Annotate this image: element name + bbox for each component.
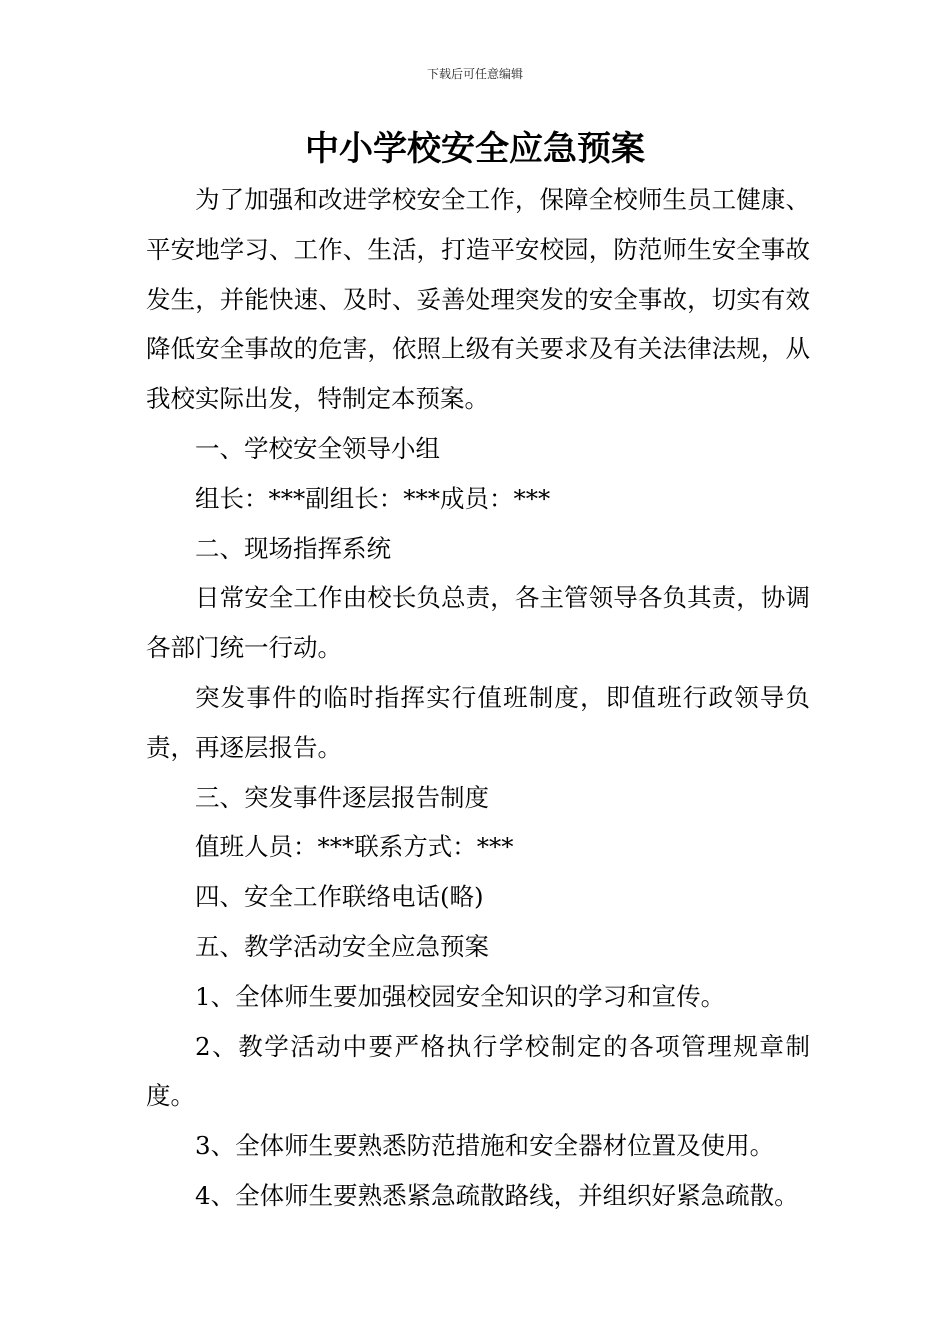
section-heading-2: 二、现场指挥系统 [195,533,391,563]
paragraph-daily-work: 日常安全工作由校长负总责，各主管领导各负其责，协调各部门统一行动。 [146,583,810,663]
list-item-2: 2、教学活动中要严格执行学校制定的各项管理规章制度。 [146,1031,810,1111]
paragraph-intro: 为了加强和改进学校安全工作，保障全校师生员工健康、平安地学习、工作、生活，打造平安校园，防范师生安全事故发生，并能快速、及时、妥善处理突发的安全事故，切实有效降低安全事故的危害，依照上级有关要求及有关法律法规，从我校实际出发，特制定本预案。 [146,185,810,414]
section-heading-5: 五、教学活动安全应急预案 [195,931,489,961]
header-note: 下载后可任意编辑 [426,67,523,81]
document-body [146,175,810,1221]
section-heading-4: 四、安全工作联络电话(略) [195,882,484,912]
paragraph-leaders: 组长：***副组长：***成员：*** [195,483,551,513]
paragraph-emergency-command: 突发事件的临时指挥实行值班制度，即值班行政领导负责，再逐层报告。 [146,682,810,762]
paragraph-duty-staff: 值班人员：***联系方式：*** [195,832,514,862]
section-heading-1: 一、学校安全领导小组 [195,433,440,463]
document-title: 中小学校安全应急预案 [305,129,645,169]
section-heading-3: 三、突发事件逐层报告制度 [195,782,489,812]
list-item-1: 1、全体师生要加强校园安全知识的学习和宣传。 [195,981,726,1011]
list-item-3: 3、全体师生要熟悉防范措施和安全器材位置及使用。 [195,1131,775,1161]
list-item-4: 4、全体师生要熟悉紧急疏散路线，并组织好紧急疏散。 [195,1180,799,1210]
